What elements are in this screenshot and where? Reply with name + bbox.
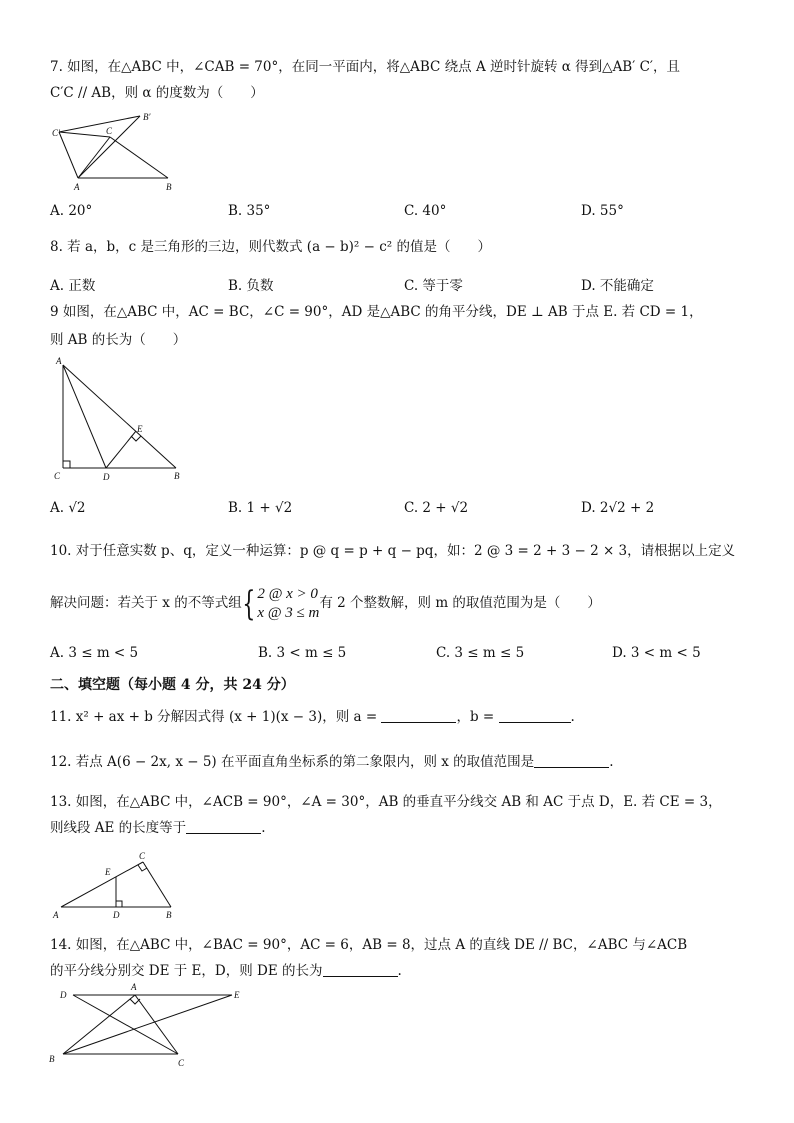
- q13-label-b: B: [166, 910, 172, 920]
- q9-label-b: B: [174, 471, 180, 481]
- q14-answer-blank[interactable]: [323, 962, 398, 977]
- q10-inequality-1: 2 @ x > 0: [257, 585, 318, 602]
- q9-label-c: C: [54, 471, 61, 481]
- q10-system-brace: {: [242, 583, 256, 624]
- q14-stem-line2: [50, 962, 402, 980]
- q13-label-c: C: [139, 851, 146, 861]
- q13-answer-blank[interactable]: [186, 819, 261, 834]
- q10-option-d: D. 3 < m < 5: [612, 645, 701, 661]
- q8-option-c: C. 等于零: [404, 278, 463, 294]
- q7-label-c: C: [106, 126, 113, 136]
- q9-option-a: A. √2: [50, 500, 86, 516]
- q14-label-d: D: [60, 990, 67, 1000]
- q7-figure: [50, 110, 190, 195]
- q8-option-a: A. 正数: [50, 278, 96, 294]
- q13-stem-line1: 13. 如图，在△ABC 中，∠ACB = 90°，∠A = 30°，AB 的垂直平分线交 AB 和 AC 于点 D，E. 若 CE = 3，: [50, 794, 722, 810]
- q7-label-a: A: [74, 182, 80, 192]
- q9-option-c: C. 2 + √2: [404, 500, 469, 516]
- q9-label-e: E: [137, 424, 143, 434]
- q7-option-a: A. 20°: [50, 203, 93, 219]
- q10-line2-suffix: 有 2 个整数解，则 m 的取值范围为是（ ）: [319, 595, 601, 611]
- q13-figure: [50, 845, 190, 925]
- q8-stem: 8. 若 a，b，c 是三角形的三边，则代数式 (a − b)² − c² 的值是（ ）: [50, 239, 491, 255]
- q10-inequality-system: [257, 585, 319, 623]
- section-2-heading: 二、填空题（每小题 4 分，共 24 分）: [50, 677, 295, 693]
- q11-answer-blank-a[interactable]: [381, 708, 456, 723]
- q14-label-c: C: [178, 1058, 185, 1068]
- q11-stem: [50, 708, 575, 726]
- q11-prefix: 11. x² + ax + b 分解因式得 (x + 1)(x − 3)，则 a =: [50, 709, 378, 725]
- q7-option-c: C. 40°: [404, 203, 447, 219]
- q12-answer-blank[interactable]: [534, 753, 609, 768]
- q14-line2-prefix: 的平分线分别交 DE 于 E，D，则 DE 的长为: [50, 963, 323, 979]
- q8-option-d: D. 不能确定: [581, 278, 654, 294]
- q10-stem-line1: 10. 对于任意实数 p、q，定义一种运算：p @ q = p + q − pq，如：2 @ 3 = 2 + 3 − 2 × 3，请根据以上定义: [50, 543, 736, 559]
- q12-end: .: [609, 754, 614, 770]
- q9-figure: [50, 355, 190, 485]
- q11-end: .: [570, 709, 575, 725]
- q7-label-b: B: [166, 182, 172, 192]
- q7-stem-line2: C′C // AB，则 α 的度数为（ ）: [50, 85, 264, 101]
- q9-stem-line2: 则 AB 的长为（ ）: [50, 332, 187, 348]
- q9-stem-line1: 9 如图，在△ABC 中，AC = BC，∠C = 90°，AD 是△ABC 的角平分线，DE ⊥ AB 于点 E. 若 CD = 1，: [50, 304, 703, 320]
- q13-line2-prefix: 则线段 AE 的长度等于: [50, 820, 187, 836]
- q12-stem: [50, 753, 613, 771]
- q7-label-c-prime: C′: [52, 128, 60, 138]
- q9-option-b: B. 1 + √2: [228, 500, 293, 516]
- q9-option-d: D. 2√2 + 2: [581, 500, 655, 516]
- q14-label-e: E: [234, 990, 240, 1000]
- q10-option-c: C. 3 ≤ m ≤ 5: [436, 645, 525, 661]
- q9-label-d: D: [103, 472, 110, 482]
- q14-figure: [45, 980, 255, 1075]
- q14-end: .: [397, 963, 402, 979]
- q10-line2-prefix: 解决问题：若关于 x 的不等式组: [50, 595, 242, 611]
- q8-option-b: B. 负数: [228, 278, 274, 294]
- q14-label-b: B: [49, 1054, 55, 1064]
- q11-middle: ，b =: [456, 709, 495, 725]
- q10-inequality-2: x @ 3 ≤ m: [257, 604, 320, 621]
- q13-stem-line2: [50, 819, 265, 837]
- q14-stem-line1: 14. 如图，在△ABC 中，∠BAC = 90°，AC = 6，AB = 8，过点 A 的直线 DE // BC，∠ABC 与∠ACB: [50, 937, 688, 953]
- q7-stem-line1: 7. 如图，在△ABC 中，∠CAB = 70°，在同一平面内，将△ABC 绕点 A 逆时针旋转 α 得到△AB′ C′，且: [50, 59, 680, 75]
- q13-label-d: D: [113, 910, 120, 920]
- q13-label-e: E: [105, 867, 111, 877]
- q7-label-b-prime: B′: [143, 112, 151, 122]
- q14-label-a: A: [131, 982, 137, 992]
- q9-label-a: A: [56, 356, 62, 366]
- q13-end: .: [261, 820, 266, 836]
- q11-answer-blank-b[interactable]: [499, 708, 571, 723]
- q13-label-a: A: [53, 910, 59, 920]
- q10-option-a: A. 3 ≤ m < 5: [50, 645, 139, 661]
- q7-option-b: B. 35°: [228, 203, 271, 219]
- q10-stem-line2: [50, 584, 601, 623]
- q10-option-b: B. 3 < m ≤ 5: [258, 645, 347, 661]
- q12-prefix: 12. 若点 A(6 − 2x, x − 5) 在平面直角坐标系的第二象限内，则 x 的取值范围是: [50, 754, 535, 770]
- q7-option-d: D. 55°: [581, 203, 624, 219]
